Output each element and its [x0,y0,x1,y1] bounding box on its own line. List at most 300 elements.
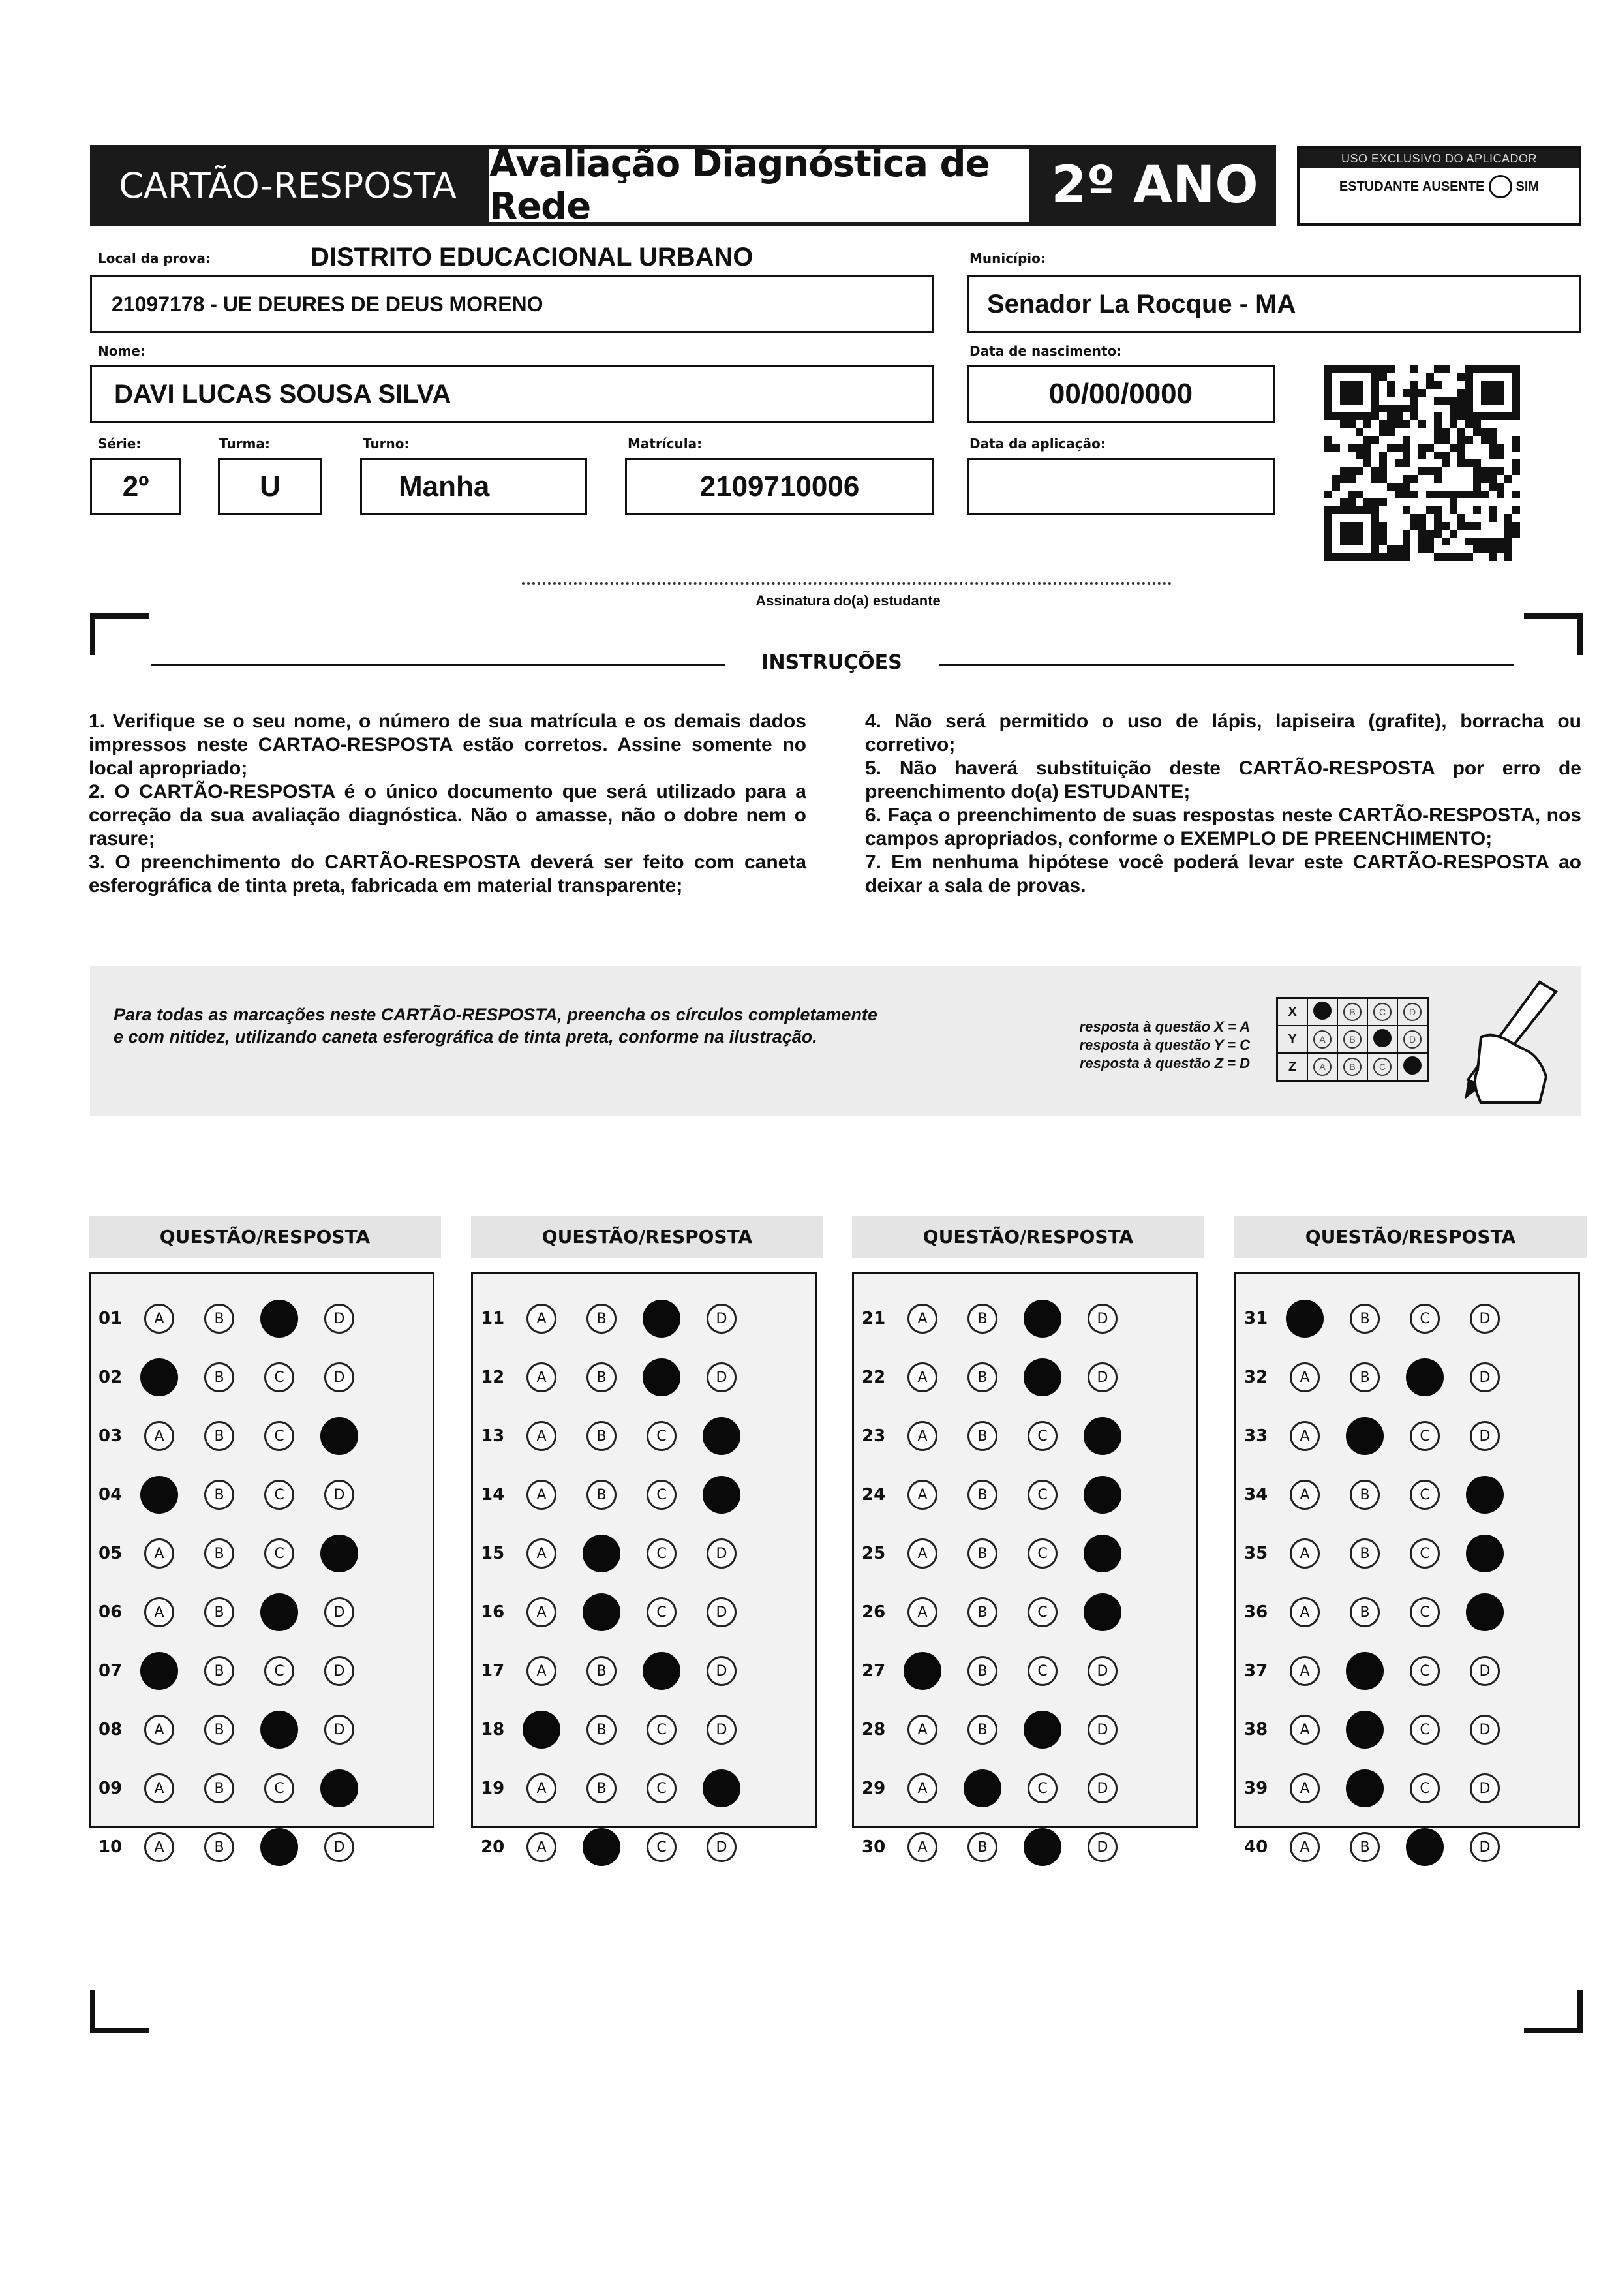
question-number: 14 [481,1485,505,1505]
corner-mark-bottom-right [1577,1990,1583,2033]
answer-bubble-filled[interactable] [260,1828,298,1866]
answer-bubble[interactable]: B [204,1832,234,1862]
answer-bubble[interactable]: D [324,1715,354,1745]
answer-bubble[interactable]: B [586,1480,617,1510]
column-header: QUESTÃO/RESPOSTA [471,1216,823,1258]
question-row [854,1527,1148,1580]
question-number: 23 [862,1426,886,1446]
column-header: QUESTÃO/RESPOSTA [89,1216,441,1258]
answer-bubble-filled[interactable] [1084,1417,1121,1455]
answer-bubble[interactable]: A [907,1773,937,1803]
signature-line [522,582,1172,585]
municipio-value: Senador La Rocque - MA [987,289,1296,318]
answer-bubble[interactable]: C [1410,1715,1440,1745]
answer-bubble-filled[interactable] [1024,1828,1061,1866]
question-number: 13 [481,1426,505,1446]
answer-bubble-filled[interactable] [1406,1828,1444,1866]
answer-bubble-filled[interactable] [1466,1476,1504,1514]
question-number: 08 [99,1720,123,1739]
example-bubble: B [1343,1003,1362,1021]
instruction-item: 2. O CARTÃO-RESPOSTA é o único documento que será utilizado para a correção da sua avaliação diagnóstica. Não o amasse, não o dobre nem o rasure; [89,781,806,850]
question-row [1236,1351,1530,1403]
answer-bubble[interactable]: A [907,1421,937,1451]
question-row [854,1821,1148,1873]
example-bubble: B [1343,1030,1362,1049]
answer-bubble[interactable]: D [707,1656,737,1686]
answer-bubble[interactable]: A [1290,1362,1320,1392]
answer-bubble[interactable]: B [586,1362,617,1392]
example-cell [1397,998,1428,1026]
answer-bubble[interactable]: A [907,1832,937,1862]
school-value: 21097178 - UE DEURES DE DEUS MORENO [112,292,543,316]
question-number: 36 [1244,1602,1268,1622]
example-cell [1367,1026,1397,1053]
question-row [854,1586,1148,1638]
answer-bubble[interactable]: C [264,1773,294,1803]
answer-bubble[interactable]: C [264,1421,294,1451]
question-row [91,1293,384,1345]
answer-bubble[interactable]: A [1290,1773,1320,1803]
answer-bubble[interactable]: B [204,1715,234,1745]
answer-bubble[interactable]: B [204,1421,234,1451]
question-number: 21 [862,1309,886,1328]
question-number: 37 [1244,1661,1268,1681]
question-number: 34 [1244,1485,1268,1505]
answer-bubble-filled[interactable] [320,1535,358,1572]
question-row [854,1469,1148,1521]
question-row [1236,1704,1530,1756]
answer-bubble[interactable]: C [1410,1421,1440,1451]
answer-bubble[interactable]: C [1410,1656,1440,1686]
answer-column [1234,1272,1580,1857]
aplicacao-field [967,458,1275,515]
answer-bubble[interactable]: D [324,1832,354,1862]
column-header: QUESTÃO/RESPOSTA [1234,1216,1587,1258]
answer-bubble[interactable]: D [1470,1304,1500,1334]
question-number: 06 [99,1602,123,1622]
answer-bubble[interactable]: D [324,1480,354,1510]
question-number: 30 [862,1837,886,1857]
question-number: 02 [99,1368,123,1387]
answer-bubble[interactable]: A [1290,1832,1320,1862]
answer-bubble[interactable]: C [647,1538,677,1569]
matricula-label: Matrícula: [628,436,703,452]
example-bubble: C [1373,1003,1392,1021]
answer-bubble[interactable]: D [324,1304,354,1334]
example-question-label: Z [1277,1053,1308,1081]
answer-bubble[interactable]: C [264,1538,294,1569]
answer-bubble-filled[interactable] [904,1652,941,1690]
answer-bubble-filled[interactable] [140,1358,178,1396]
answer-bubble[interactable]: B [967,1715,997,1745]
answer-bubble[interactable]: D [1470,1362,1500,1392]
question-number: 24 [862,1485,886,1505]
example-bubble [1373,1029,1392,1047]
question-row [1236,1527,1530,1580]
nome-label: Nome: [98,343,145,359]
question-row [854,1293,1148,1345]
answer-bubble[interactable]: A [526,1304,556,1334]
question-number: 15 [481,1544,505,1563]
answer-bubble-filled[interactable] [643,1358,680,1396]
question-number: 17 [481,1661,505,1681]
answer-bubble[interactable]: C [1410,1538,1440,1569]
answer-bubble[interactable]: A [144,1597,174,1627]
question-row [473,1293,767,1345]
answer-bubble[interactable]: D [324,1597,354,1627]
answer-bubble[interactable]: C [647,1480,677,1510]
answer-bubble[interactable]: C [1410,1597,1440,1627]
answer-bubble[interactable]: A [1290,1538,1320,1569]
example-instruction: Para todas as marcações neste CARTÃO-RESPOSTA, preencha os círculos completamente e com nitidez, utilizando caneta esferográfica de tinta preta, conforme na ilustração. [114,1005,877,1047]
serie-label: Série: [98,436,142,452]
answer-bubble[interactable]: B [967,1480,997,1510]
question-row [91,1762,384,1814]
answer-bubble-filled[interactable] [1286,1300,1324,1338]
answer-bubble[interactable]: C [647,1773,677,1803]
question-number: 04 [99,1485,123,1505]
question-number: 10 [99,1837,123,1857]
question-number: 03 [99,1426,123,1446]
answer-bubble[interactable]: B [204,1656,234,1686]
answer-bubble[interactable]: C [1028,1480,1058,1510]
answer-bubble[interactable]: A [526,1538,556,1569]
answer-bubble[interactable]: D [1470,1421,1500,1451]
answer-bubble[interactable]: C [1028,1538,1058,1569]
answer-bubble[interactable]: D [1088,1304,1118,1334]
example-cell [1307,1053,1337,1081]
instructions-heading: INSTRUÇÕES [761,651,902,674]
answer-bubble-filled[interactable] [1406,1358,1444,1396]
answer-bubble[interactable]: B [1350,1480,1380,1510]
question-number: 09 [99,1779,123,1798]
example-cell [1307,998,1337,1026]
example-bubble: A [1313,1058,1332,1076]
matricula-field [625,458,934,515]
answer-bubble[interactable]: A [144,1832,174,1862]
answer-bubble[interactable]: C [264,1656,294,1686]
corner-mark-bottom-left [90,1990,95,2033]
answer-bubble-filled[interactable] [1466,1593,1504,1631]
question-number: 40 [1244,1837,1268,1857]
answer-bubble-filled[interactable] [1084,1476,1121,1514]
serie-value: 2º [122,470,149,502]
answer-bubble[interactable]: A [144,1421,174,1451]
answer-bubble[interactable]: D [707,1832,737,1862]
answer-bubble[interactable]: B [586,1421,617,1451]
answer-bubble-filled[interactable] [583,1593,620,1631]
question-number: 38 [1244,1720,1268,1739]
answer-bubble[interactable]: D [707,1597,737,1627]
matricula-value: 2109710006 [699,470,860,502]
answer-bubble-filled[interactable] [1024,1358,1061,1396]
turno-field [360,458,587,515]
grade-label: 2º ANO [1033,145,1276,226]
answer-bubble[interactable]: A [1290,1421,1320,1451]
answer-bubble-filled[interactable] [1466,1535,1504,1572]
question-number: 25 [862,1544,886,1563]
answer-bubble[interactable]: B [204,1480,234,1510]
answer-bubble-filled[interactable] [703,1476,740,1514]
answer-bubble-filled[interactable] [643,1652,680,1690]
answer-bubble[interactable]: D [707,1304,737,1334]
answer-bubble[interactable]: C [1028,1656,1058,1686]
absent-label: ESTUDANTE AUSENTE [1339,179,1485,194]
answer-bubble[interactable]: B [967,1597,997,1627]
corner-mark-bottom-right [1524,2028,1583,2033]
answer-bubble[interactable]: B [1350,1832,1380,1862]
answer-bubble-filled[interactable] [1346,1711,1384,1749]
example-cell [1367,998,1397,1026]
school-field [90,275,934,333]
answer-bubble[interactable]: B [967,1421,997,1451]
instruction-item: 5. Não haverá substituição deste CARTÃO-RESPOSTA por erro de preenchimento do(a) ESTUDANTE; [865,758,1581,803]
question-number: 27 [862,1661,886,1681]
exam-title: Avaliação Diagnóstica de Rede [485,145,1033,226]
answer-bubble[interactable]: D [1088,1362,1118,1392]
instruction-item: 6. Faça o preenchimento de suas respostas neste CARTÃO-RESPOSTA, nos campos apropriados, conforme o EXEMPLO DE PREENCHIMENTO; [865,804,1581,850]
answer-bubble[interactable]: C [647,1715,677,1745]
answer-bubble[interactable]: A [1290,1597,1320,1627]
answer-bubble-filled[interactable] [643,1300,680,1338]
question-row [91,1410,384,1462]
question-number: 32 [1244,1368,1268,1387]
absent-bubble[interactable] [1489,175,1512,198]
example-row [1277,1053,1428,1081]
question-row [854,1351,1148,1403]
answer-column [471,1272,817,1857]
answer-bubble[interactable]: A [907,1304,937,1334]
answer-bubble-filled[interactable] [583,1535,620,1572]
card-title: CARTÃO-RESPOSTA [90,145,485,226]
example-bubble: A [1313,1030,1332,1049]
question-row [854,1410,1148,1462]
nome-value: DAVI LUCAS SOUSA SILVA [114,379,451,408]
question-row [91,1821,384,1873]
answer-bubble[interactable]: D [324,1656,354,1686]
answer-bubble-filled[interactable] [1346,1769,1384,1807]
answer-bubble[interactable]: D [1470,1773,1500,1803]
answer-bubble-filled[interactable] [523,1711,560,1749]
answer-bubble-filled[interactable] [1346,1417,1384,1455]
answer-bubble[interactable]: D [1470,1715,1500,1745]
absent-option: SIM [1515,179,1540,194]
answer-bubble[interactable]: A [907,1715,937,1745]
answer-bubble[interactable]: D [1088,1773,1118,1803]
answer-bubble[interactable]: C [647,1832,677,1862]
answer-bubble[interactable]: A [526,1421,556,1451]
pen-illustration [1442,972,1579,1109]
answer-bubble[interactable]: C [647,1597,677,1627]
answer-bubble[interactable]: B [204,1304,234,1334]
answer-bubble[interactable]: B [967,1304,997,1334]
question-row [91,1527,384,1580]
answer-bubble-filled[interactable] [320,1417,358,1455]
answer-bubble[interactable]: B [1350,1362,1380,1392]
examiner-use-box [1297,146,1581,226]
answer-bubble[interactable]: C [1410,1304,1440,1334]
answer-bubble-filled[interactable] [703,1769,740,1807]
question-number: 35 [1244,1544,1268,1563]
instruction-item: 3. O preenchimento do CARTÃO-RESPOSTA deverá ser feito com caneta esferográfica de tinta preta, fabricada em material transparente; [89,851,806,896]
example-cell [1337,1053,1367,1081]
answer-bubble[interactable]: A [526,1480,556,1510]
example-row [1277,998,1428,1026]
answer-bubble[interactable]: A [907,1362,937,1392]
answer-bubble[interactable]: C [1028,1773,1058,1803]
example-question-label: X [1277,998,1308,1026]
answer-bubble[interactable]: C [264,1480,294,1510]
corner-mark-top-left [90,613,149,619]
question-row [91,1586,384,1638]
question-row [854,1704,1148,1756]
question-number: 33 [1244,1426,1268,1446]
question-row [473,1351,767,1403]
answer-bubble[interactable]: D [1088,1656,1118,1686]
answer-column [89,1272,434,1857]
example-bubble [1313,1002,1332,1020]
answer-bubble-filled[interactable] [320,1769,358,1807]
question-number: 28 [862,1720,886,1739]
answer-bubble[interactable]: D [1470,1832,1500,1862]
answer-bubble-filled[interactable] [1346,1652,1384,1690]
question-row [1236,1762,1530,1814]
answer-bubble[interactable]: B [204,1362,234,1392]
examiner-use-label: USO EXCLUSIVO DO APLICADOR [1300,149,1579,168]
corner-mark-top-right [1577,613,1583,655]
answer-bubble[interactable]: B [1350,1538,1380,1569]
corner-mark-top-left [90,613,95,655]
answer-bubble[interactable]: B [586,1656,617,1686]
answer-bubble[interactable]: D [707,1715,737,1745]
answer-bubble[interactable]: A [526,1656,556,1686]
answer-bubble[interactable]: A [1290,1715,1320,1745]
answer-bubble[interactable]: A [526,1597,556,1627]
answer-bubble[interactable]: A [144,1715,174,1745]
instruction-item: 4. Não será permitido o uso de lápis, lapiseira (grafite), borracha ou corretivo; [865,711,1581,756]
answer-bubble[interactable]: A [144,1773,174,1803]
answer-bubble[interactable]: B [204,1773,234,1803]
question-row [854,1762,1148,1814]
answer-column [852,1272,1198,1857]
answer-bubble[interactable]: B [1350,1304,1380,1334]
answer-bubble[interactable]: C [647,1421,677,1451]
answer-bubble-filled[interactable] [1024,1300,1061,1338]
answer-bubble[interactable]: A [907,1538,937,1569]
example-table [1276,997,1429,1082]
answer-bubble[interactable]: C [264,1362,294,1392]
answer-bubble[interactable]: D [707,1538,737,1569]
example-bubble: D [1403,1030,1422,1049]
answer-bubble-filled[interactable] [260,1300,298,1338]
answer-bubble-filled[interactable] [703,1417,740,1455]
answer-bubble[interactable]: D [324,1362,354,1392]
answer-bubble-filled[interactable] [1084,1535,1121,1572]
answer-bubble[interactable]: D [1088,1832,1118,1862]
qr-code [1324,365,1520,561]
example-cell [1337,998,1367,1026]
answer-bubble[interactable]: C [1028,1597,1058,1627]
answer-bubble[interactable]: B [204,1538,234,1569]
question-row [1236,1293,1530,1345]
turno-label: Turno: [363,436,410,452]
absent-student-row [1300,168,1579,205]
answer-bubble[interactable]: D [707,1362,737,1392]
instruction-item: 7. Em nenhuma hipótese você poderá levar este CARTÃO-RESPOSTA ao deixar a sala de provas. [865,851,1581,896]
question-number: 22 [862,1368,886,1387]
answer-bubble[interactable]: A [144,1304,174,1334]
answer-bubble-filled[interactable] [583,1828,620,1866]
question-number: 39 [1244,1779,1268,1798]
answer-bubble[interactable]: A [907,1597,937,1627]
answer-bubble-filled[interactable] [140,1652,178,1690]
question-row [473,1410,767,1462]
municipio-label: Município: [969,251,1046,266]
answer-bubble-filled[interactable] [140,1476,178,1514]
answer-bubble[interactable]: A [1290,1480,1320,1510]
answer-bubble[interactable]: C [1410,1773,1440,1803]
answer-bubble-filled[interactable] [1024,1711,1061,1749]
answer-bubble[interactable]: A [526,1773,556,1803]
answer-bubble[interactable]: A [907,1480,937,1510]
example-cell [1307,1026,1337,1053]
example-cell [1367,1053,1397,1081]
question-row [473,1527,767,1580]
answer-bubble[interactable]: D [1088,1715,1118,1745]
answer-bubble[interactable]: A [526,1362,556,1392]
question-row [473,1469,767,1521]
answer-bubble[interactable]: C [1028,1421,1058,1451]
answer-bubble[interactable]: B [1350,1597,1380,1627]
answer-bubble[interactable]: D [1470,1656,1500,1686]
question-number: 18 [481,1720,505,1739]
answer-bubble-filled[interactable] [260,1711,298,1749]
question-row [854,1645,1148,1697]
question-row [473,1821,767,1873]
question-number: 01 [99,1309,123,1328]
example-legend [1035,1018,1250,1073]
example-bubble [1403,1056,1422,1075]
example-cell [1397,1026,1428,1053]
answer-bubble[interactable]: A [144,1538,174,1569]
local-label: Local da prova: [98,251,211,266]
corner-mark-top-right [1524,613,1583,619]
answer-bubble-filled[interactable] [1084,1593,1121,1631]
answer-bubble[interactable]: B [967,1362,997,1392]
answer-bubble[interactable]: A [526,1832,556,1862]
answer-bubble[interactable]: B [967,1538,997,1569]
local-value: DISTRITO EDUCACIONAL URBANO [311,243,754,271]
answer-bubble[interactable]: B [586,1715,617,1745]
answer-bubble[interactable]: B [967,1832,997,1862]
example-cell [1397,1053,1428,1081]
column-header: QUESTÃO/RESPOSTA [852,1216,1204,1258]
turma-label: Turma: [219,436,270,452]
example-question-label: Y [1277,1026,1308,1053]
answer-bubble[interactable]: B [586,1773,617,1803]
answer-bubble[interactable]: B [204,1597,234,1627]
answer-bubble-filled[interactable] [964,1769,1001,1807]
instruction-item: 1. Verifique se o seu nome, o número de sua matrícula e os demais dados impressos neste CARTAO-RESPOSTA estão corretos. Assine somente no local apropriado; [89,711,806,779]
answer-bubble[interactable]: B [967,1656,997,1686]
answer-bubble-filled[interactable] [260,1593,298,1631]
instructions-left [89,710,806,898]
question-row [1236,1645,1530,1697]
aplicacao-label: Data da aplicação: [969,436,1106,452]
answer-bubble[interactable]: B [586,1304,617,1334]
answer-bubble[interactable]: C [1410,1480,1440,1510]
answer-bubble[interactable]: A [1290,1656,1320,1686]
